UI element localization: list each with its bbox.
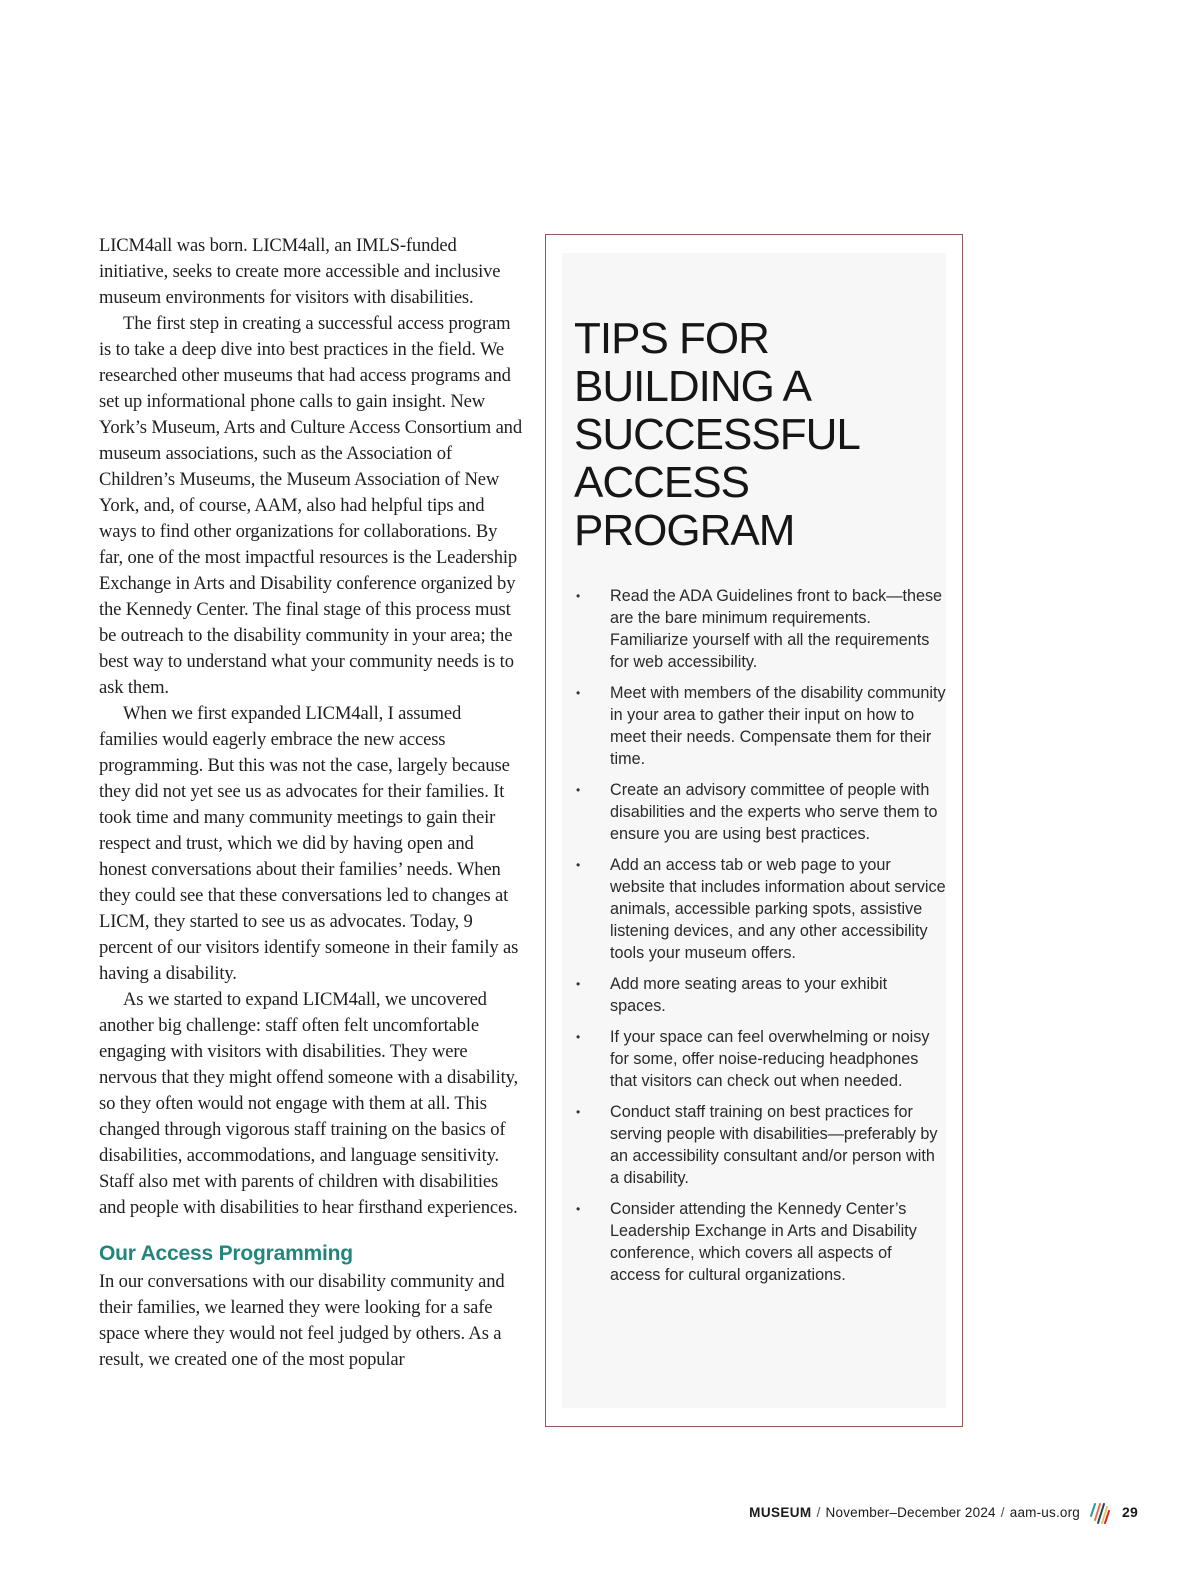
tip-item xyxy=(576,1026,946,1092)
tip-item xyxy=(576,1198,946,1286)
tip-item xyxy=(576,1101,946,1189)
tip-item xyxy=(576,854,946,964)
bullet-icon: • xyxy=(576,1202,581,1216)
bullet-icon: • xyxy=(576,589,581,603)
bullet-icon: • xyxy=(576,783,581,797)
tip-text: Consider attending the Kennedy Center’s Leadership Exchange in Arts and Disability conference, which covers all aspects of access for cultural organizations. xyxy=(610,1200,917,1284)
bullet-icon: • xyxy=(576,1105,581,1119)
tip-item xyxy=(576,585,946,673)
bullet-icon: • xyxy=(576,1030,581,1044)
tips-list xyxy=(576,585,946,1295)
logo-stripe xyxy=(1091,1504,1095,1516)
footer-website-link[interactable]: aam-us.org xyxy=(1009,1504,1081,1520)
tip-text: Read the ADA Guidelines front to back—these are the bare minimum requirements. Familiarize yourself with all the requirements for web accessibility. xyxy=(610,587,943,671)
section-heading: Our Access Programming xyxy=(99,1242,353,1265)
section-paragraph: In our conversations with our disability community and their families, we learned they were looking for a safe space where they would not feel judged by others. As a result, we created one of the most popular xyxy=(99,1271,505,1370)
tip-item xyxy=(576,682,946,770)
tip-text: Add an access tab or web page to your website that includes information about service animals, accessible parking spots, assistive listening devices, and any other accessibility tools your museum offers. xyxy=(610,856,946,962)
footer-issue: November–December 2024 xyxy=(825,1504,996,1520)
article-paragraph-1: LICM4all was born. LICM4all, an IMLS-funded initiative, seeks to create more accessible and inclusive museum environments for visitors with disabilities. xyxy=(99,235,501,308)
bullet-icon: • xyxy=(576,686,581,700)
article-paragraph-3: When we first expanded LICM4all, I assumed families would eagerly embrace the new access programming. But this was not the case, largely because they did not yet see us as advocates for their families. It took time and many community meetings to gain their respect and trust, which we did by having open and honest conversations about their families’ needs. When they could see that these conversations led to changes at LICM, they started to see us as advocates. Today, 9 percent of our visitors identify someone in their family as having a disability. xyxy=(99,703,519,984)
tips-sidebar-box xyxy=(545,234,963,1427)
tip-text: Conduct staff training on best practices for serving people with disabilities—preferably by an accessibility consultant and/or person with a disability. xyxy=(610,1103,938,1187)
tip-text: Meet with members of the disability community in your area to gather their input on how to meet their needs. Compensate them for their time. xyxy=(610,684,946,768)
bullet-icon: • xyxy=(576,977,581,991)
page-footer xyxy=(749,1497,1138,1527)
page-number: 29 xyxy=(1122,1504,1138,1520)
article-paragraph-4: As we started to expand LICM4all, we uncovered another big challenge: staff often felt uncomfortable engaging with visitors with disabilities. They were nervous that they might offend someone with a disability, so they often would not engage with them at all. This changed through vigorous staff training on the basics of disabilities, accommodations, and language sensitivity. Staff also met with parents of children with disabilities and people with disabilities to hear firsthand experiences. xyxy=(99,989,519,1218)
tips-title: TIPS FOR BUILDING A SUCCESSFUL ACCESS PROGRAM xyxy=(574,314,859,555)
footer-magazine-name: MUSEUM xyxy=(749,1504,812,1520)
article-paragraph-2: The first step in creating a successful access program is to take a deep dive into best practices in the field. We researched other museums that had access programs and set up informational phone calls to gain insight. New York’s Museum, Arts and Culture Access Consortium and museum associations, such as the Association of Children’s Museums, the Museum Association of New York, and, of course, AAM, also had helpful tips and ways to find other organizations for collaborations. By far, one of the most impactful resources is the Leadership Exchange in Arts and Disability conference organized by the Kennedy Center. The final stage of this process must be outreach to the disability community in your area; the best way to understand what your community needs is to ask them. xyxy=(99,313,522,698)
tip-text: Add more seating areas to your exhibit spaces. xyxy=(610,975,888,1015)
article-column xyxy=(99,233,523,1373)
footer-separator: / xyxy=(1000,1504,1005,1520)
tip-item xyxy=(576,973,946,1017)
tip-text: Create an advisory committee of people with disabilities and the experts who serve them to ensure you are using best practices. xyxy=(610,781,938,843)
aam-logo-icon xyxy=(1088,1498,1110,1526)
footer-separator: / xyxy=(816,1504,821,1520)
bullet-icon: • xyxy=(576,858,581,872)
tip-text: If your space can feel overwhelming or noisy for some, offer noise-reducing headphones that visitors can check out when needed. xyxy=(610,1028,930,1090)
tip-item xyxy=(576,779,946,845)
